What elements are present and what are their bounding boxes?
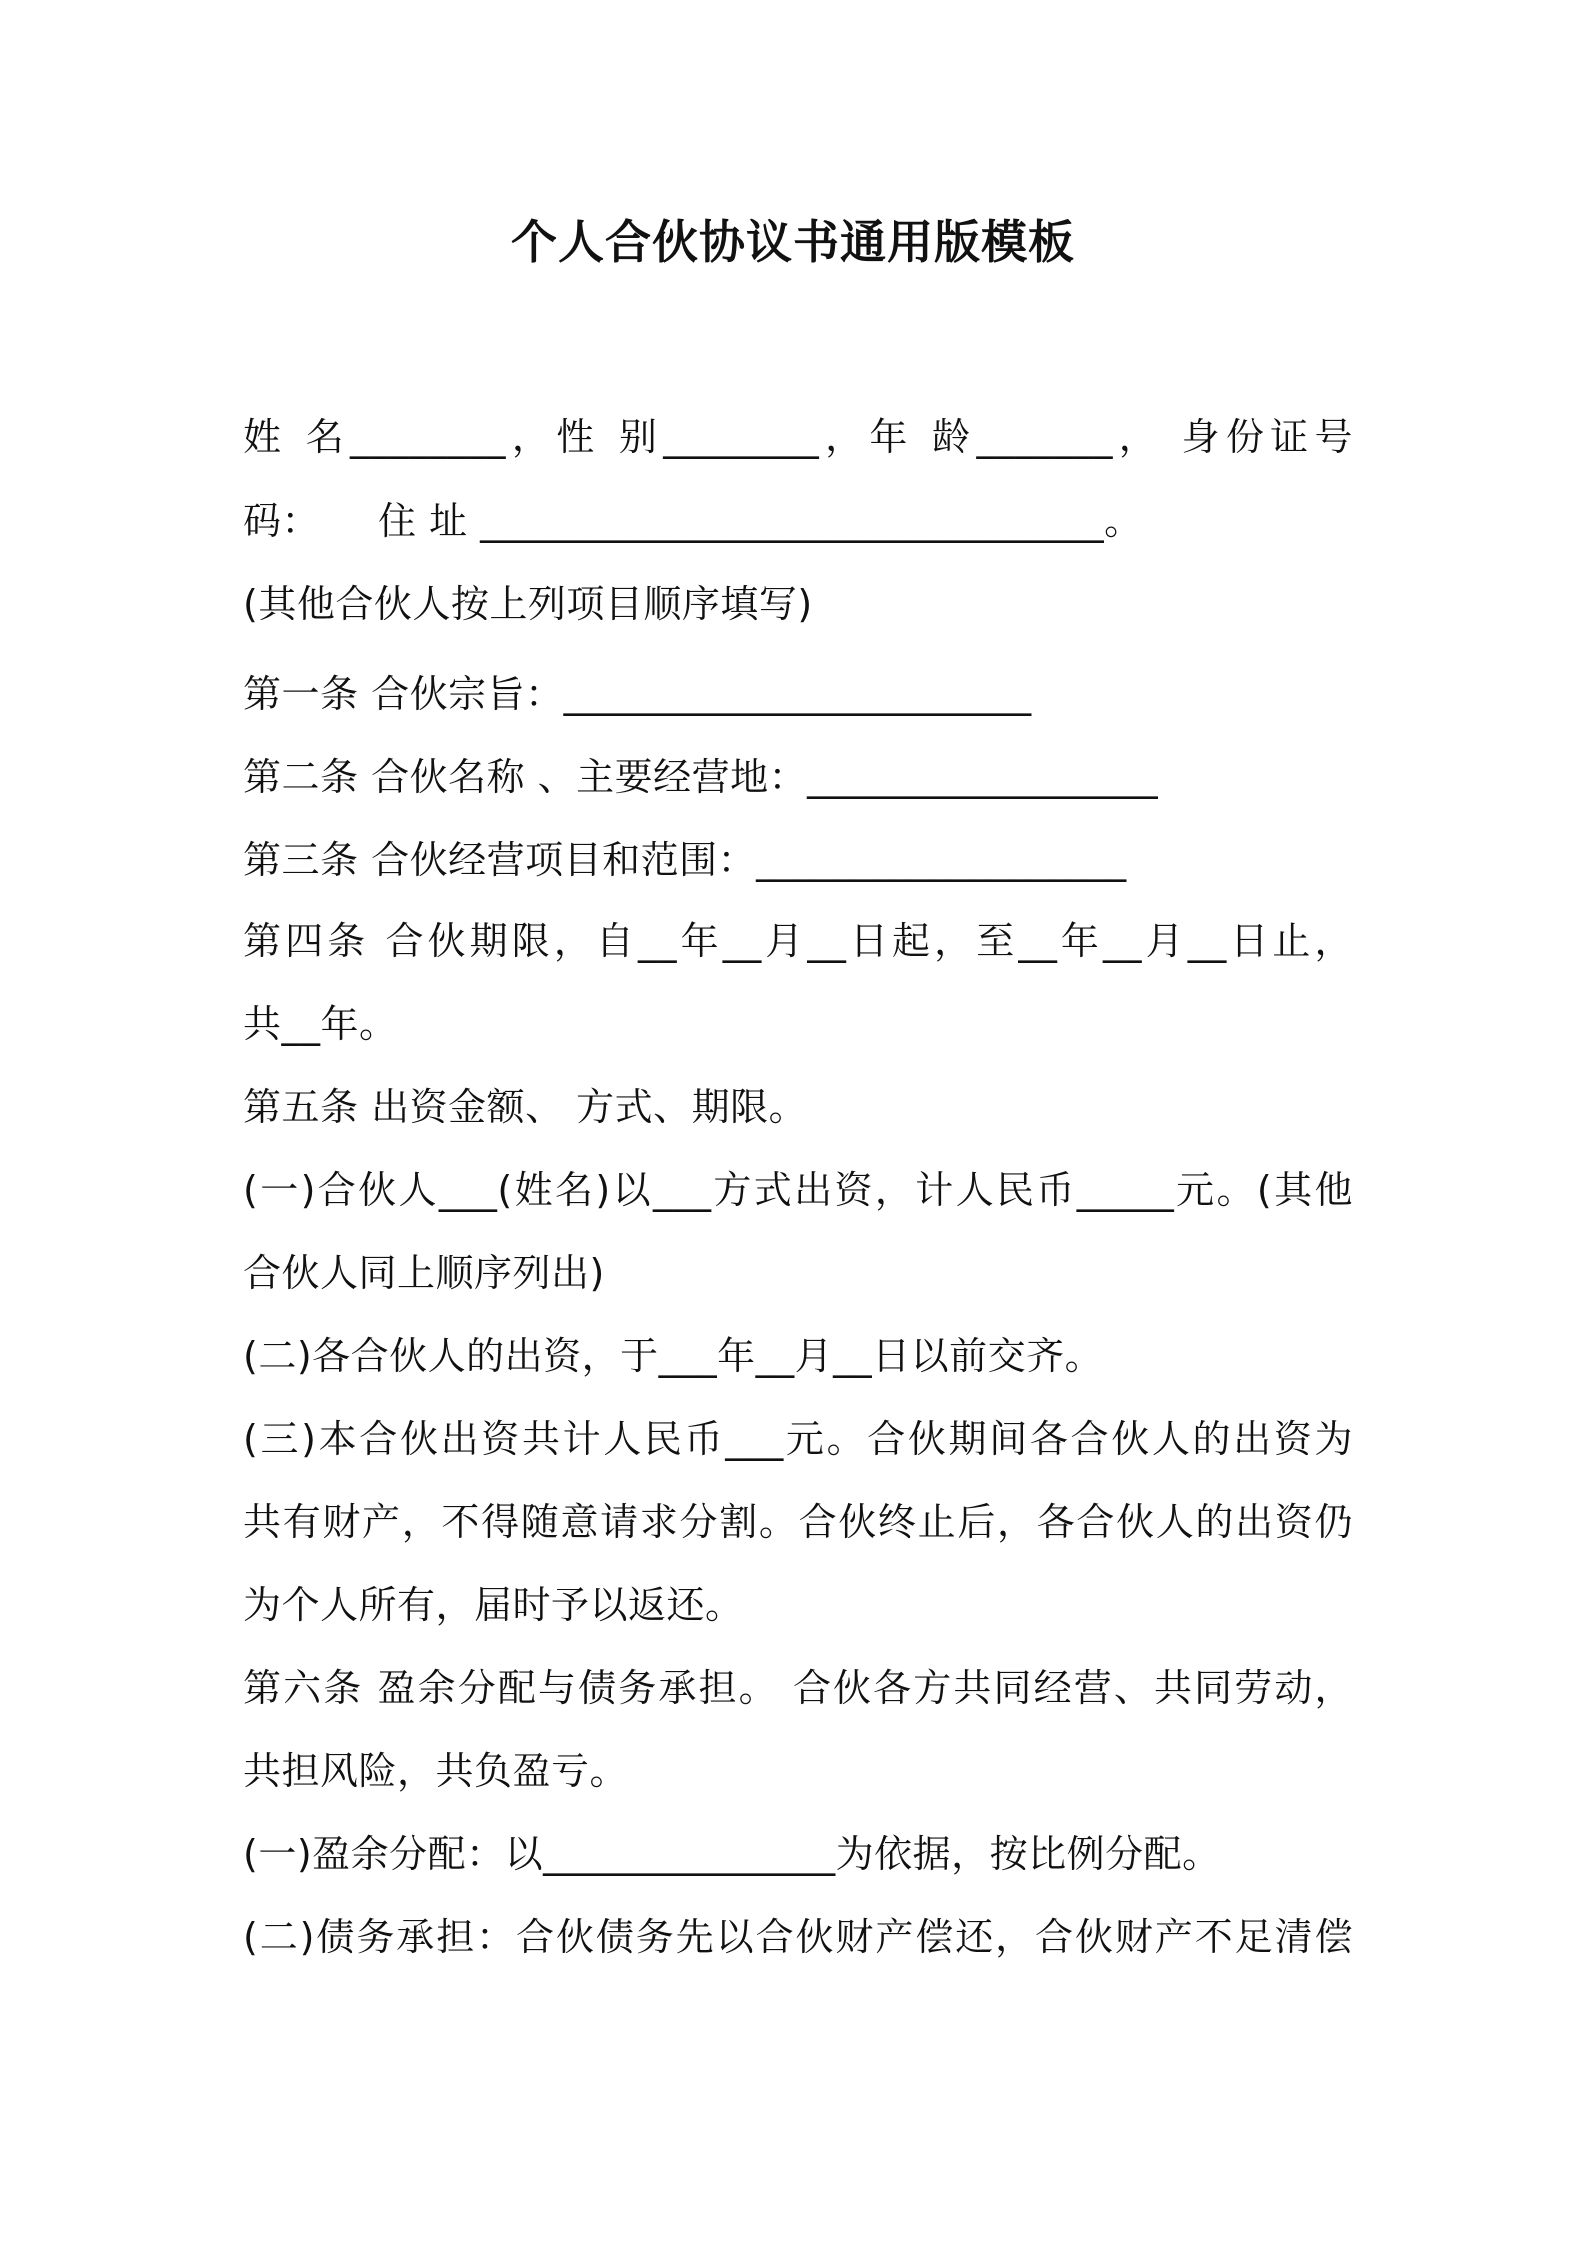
body-line: 姓 名________，性 别________，年 龄_______， 身份证号 <box>243 415 1353 459</box>
body-line: (二)债务承担：合伙债务先以合伙财产偿还，合伙财产不足清偿 <box>243 1915 1353 1959</box>
document-title: 个人合伙协议书通用版模板 <box>511 215 1075 269</box>
body-line: (一)合伙人___(姓名)以___方式出资，计人民币_____元。(其他 <box>243 1168 1353 1212</box>
body-line: 第四条 合伙期限，自__年__月__日起，至__年__月__日止， <box>243 919 1353 963</box>
body-line: (一)盈余分配：以_______________为依据，按比例分配。 <box>243 1832 1221 1876</box>
body-line: 第三条 合伙经营项目和范围：___________________ <box>243 838 1127 882</box>
body-line: 共有财产，不得随意请求分割。合伙终止后，各合伙人的出资仍 <box>243 1500 1353 1544</box>
body-line: 码： 住 址 ________________________________。 <box>243 499 1143 543</box>
body-line: 第六条 盈余分配与债务承担。 合伙各方共同经营、共同劳动， <box>243 1666 1353 1710</box>
body-line: 第二条 合伙名称 、主要经营地：__________________ <box>243 755 1159 799</box>
body-line: 合伙人同上顺序列出) <box>243 1251 605 1295</box>
body-line: 第一条 合伙宗旨：________________________ <box>243 672 1032 716</box>
body-line: 为个人所有，届时予以返还。 <box>243 1583 744 1627</box>
body-line: (二)各合伙人的出资，于___年__月__日以前交齐。 <box>243 1334 1104 1378</box>
body-line: 共担风险，共负盈亏。 <box>243 1749 629 1793</box>
body-line: (其他合伙人按上列项目顺序填写) <box>243 582 813 626</box>
body-line: 第五条 出资金额、 方式、期限。 <box>243 1085 808 1129</box>
body-line: 共__年。 <box>243 1002 398 1046</box>
body-line: (三)本合伙出资共计人民币___元。合伙期间各合伙人的出资为 <box>243 1417 1353 1461</box>
